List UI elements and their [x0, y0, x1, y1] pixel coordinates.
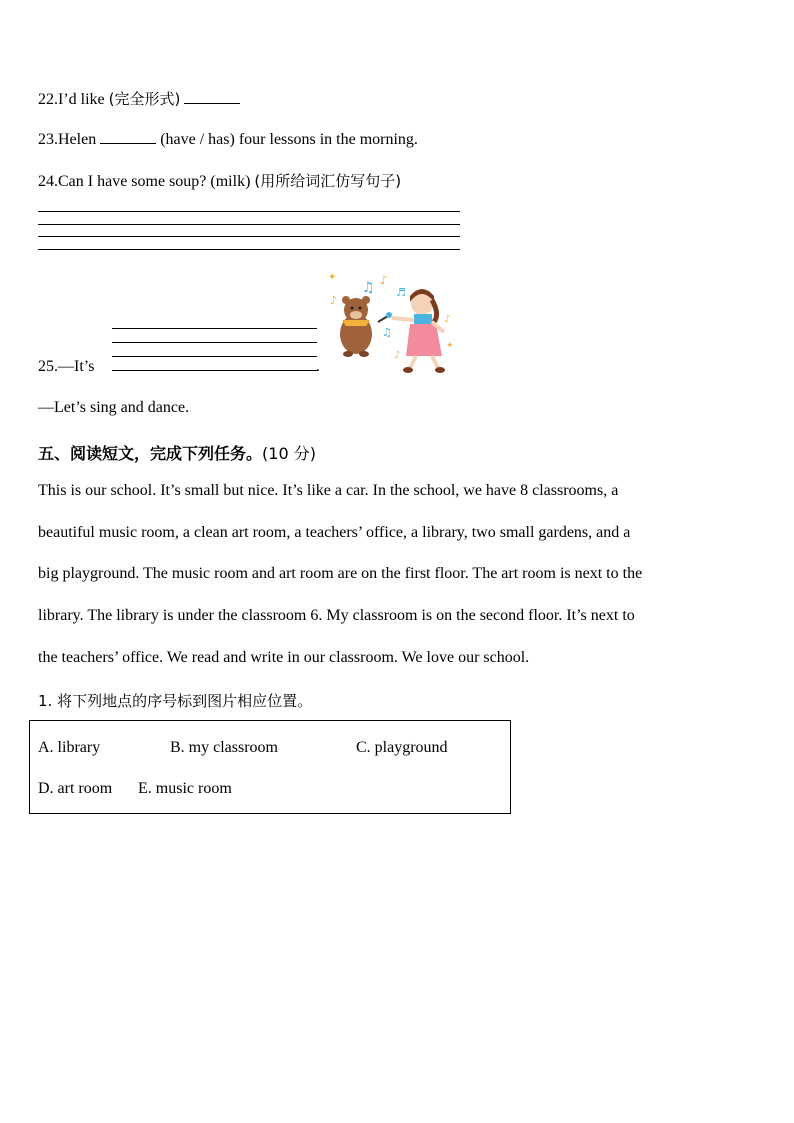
- question-text: (have / has) four lessons in the morning.: [160, 131, 418, 148]
- girl-singing-with-bear-icon: [322, 270, 460, 376]
- writing-line[interactable]: [38, 211, 460, 212]
- options-box: [29, 720, 511, 814]
- option-e: E. music room: [138, 780, 232, 797]
- svg-text:♫: ♫: [362, 280, 375, 296]
- svg-text:✦: ✦: [446, 341, 454, 351]
- svg-text:♪: ♪: [394, 350, 401, 361]
- svg-text:♬: ♬: [396, 286, 406, 299]
- question-number: 24.: [38, 173, 58, 190]
- writing-line[interactable]: [38, 224, 460, 225]
- question-25-reply: —Let’s sing and dance.: [38, 399, 190, 416]
- writing-line[interactable]: [112, 356, 317, 357]
- passage-line: big playground. The music room and art room are on the first floor. The art room is next to the: [38, 565, 643, 582]
- question-24: [38, 170, 401, 191]
- option-c: C. playground: [356, 739, 448, 756]
- question-number: 25.: [38, 358, 58, 375]
- section-title: 五、阅读短文，完成下列任务。: [38, 444, 263, 463]
- passage-line: library. The library is under the classroom 6. My classroom is on the second floor. It’s next to: [38, 607, 635, 624]
- writing-line[interactable]: [112, 328, 317, 329]
- question-hint: (完全形式): [108, 90, 181, 108]
- question-prompt: —It’s: [58, 358, 95, 375]
- section-points: (10 分): [262, 444, 316, 463]
- question-hint: (用所给词汇仿写句子): [254, 172, 402, 190]
- task-1-instruction: 1. 将下列地点的序号标到图片相应位置。: [38, 692, 313, 710]
- option-a: A. library: [38, 739, 101, 756]
- option-b: B. my classroom: [170, 739, 278, 756]
- question-subject: Helen: [58, 131, 97, 148]
- svg-text:✦: ✦: [328, 272, 337, 283]
- passage-line: This is our school. It’s small but nice. It’s like a car. In the school, we have 8 classrooms, a: [38, 482, 619, 499]
- svg-text:♪: ♪: [380, 273, 388, 287]
- question-25-end: .: [316, 358, 320, 375]
- question-number: 23.: [38, 131, 58, 148]
- answer-blank[interactable]: [100, 129, 156, 144]
- writing-line[interactable]: [38, 236, 460, 237]
- section-5-heading: [38, 441, 316, 464]
- passage-line: the teachers’ office. We read and write in our classroom. We love our school.: [38, 649, 530, 666]
- svg-text:♪: ♪: [444, 314, 451, 325]
- question-text: Can I have some soup? (milk): [58, 173, 251, 190]
- svg-text:♫: ♫: [382, 326, 392, 339]
- option-d: D. art room: [38, 780, 113, 797]
- question-23: [38, 129, 418, 149]
- passage-line: beautiful music room, a clean art room, a teachers’ office, a library, two small gardens, and a: [38, 524, 631, 541]
- answer-blank[interactable]: [184, 89, 240, 104]
- question-22: [38, 88, 240, 109]
- question-25: [38, 358, 94, 376]
- writing-line[interactable]: [112, 342, 317, 343]
- question-number: 22.: [38, 91, 58, 108]
- writing-line[interactable]: [112, 370, 317, 371]
- svg-text:♪: ♪: [330, 294, 338, 307]
- question-text: I’d like: [58, 91, 105, 108]
- writing-line[interactable]: [38, 249, 460, 250]
